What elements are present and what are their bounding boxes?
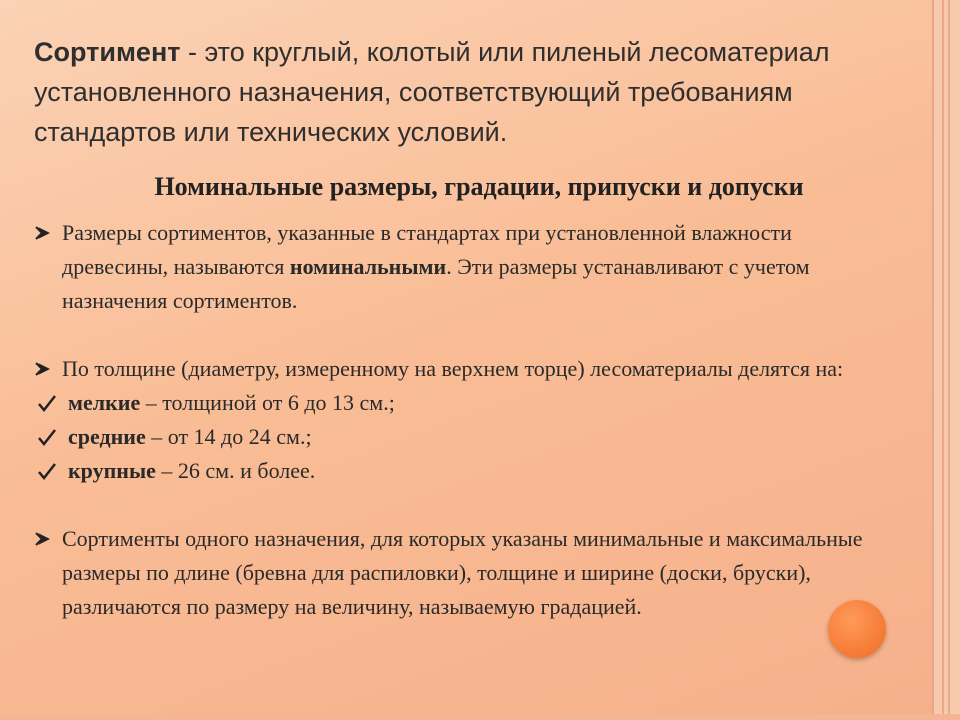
spacer (34, 318, 894, 352)
bullet-text: По толщине (диаметру, измеренному на верхнем торце) лесоматериалы делятся на: (62, 356, 844, 381)
arrow-bullet-icon (34, 352, 58, 386)
slide-content (34, 22, 894, 624)
checkmark-icon (36, 420, 58, 454)
definition-paragraph (34, 32, 894, 152)
bullet-list (34, 216, 894, 624)
size-class-label: средние (68, 424, 146, 449)
list-item (34, 454, 894, 488)
bullet-bold-term: номинальными (289, 254, 447, 279)
right-frame-border (932, 0, 960, 720)
size-class-range: – толщиной от 6 до 13 см.; (140, 390, 395, 415)
list-item (34, 522, 894, 624)
checkmark-icon (36, 454, 58, 488)
orange-circle-decoration (828, 600, 886, 658)
spacer (34, 488, 894, 522)
arrow-bullet-icon (34, 216, 58, 250)
list-item (34, 216, 894, 318)
size-class-label: мелкие (68, 390, 141, 415)
list-item (34, 386, 894, 420)
section-subtitle: Номинальные размеры, градации, припуски и допуски (154, 172, 804, 201)
definition-text: - это круглый, колотый или пиленый лесоматериал установленного назначения, соответствующий требованиям стандартов или технических условий. (34, 37, 830, 147)
check-list (34, 386, 894, 488)
bullet-text: Размеры сортиментов, указанные в стандартах при установленной влажности древесины, называются (62, 220, 792, 279)
bullet-text: Сортименты одного назначения, для которых указаны минимальные и максимальные размеры по длине (бревна для распиловки), толщине и ширине (доски, бруски), различаются по размеру на величину, называемую градацией. (62, 526, 863, 619)
bottom-frame-border (0, 714, 960, 720)
bullet-text: . Эти размеры устанавливают с учетом назначения сортиментов. (62, 254, 810, 313)
size-class-range: – 26 см. и более. (155, 458, 316, 483)
list-item (34, 352, 894, 386)
size-class-range: – от 14 до 24 см.; (145, 424, 312, 449)
arrow-bullet-icon (34, 522, 58, 556)
size-class-label: крупные (68, 458, 156, 483)
checkmark-icon (36, 386, 58, 420)
list-item (34, 420, 894, 454)
definition-term: Сортимент (34, 37, 181, 67)
